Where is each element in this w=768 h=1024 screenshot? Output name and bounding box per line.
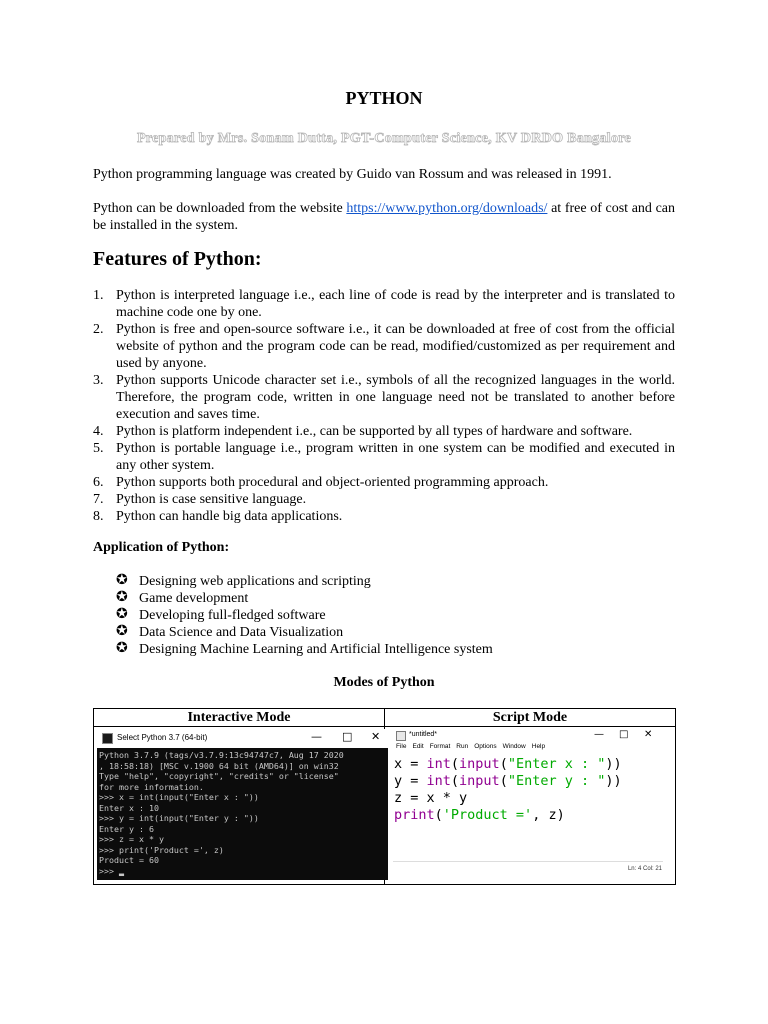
close-icon: ✕ xyxy=(371,730,381,743)
code-token: "Enter x : " xyxy=(507,756,606,772)
code-token: print xyxy=(394,807,435,823)
list-text: Game development xyxy=(139,591,249,606)
menu-window: Window xyxy=(502,743,526,750)
console-line: , 18:58:18) [MSC v.1900 64 bit (AMD64)] on win32 xyxy=(99,760,339,771)
maximize-icon: □ xyxy=(619,729,629,740)
code-token: ( xyxy=(450,756,460,772)
list-item xyxy=(93,372,675,423)
download-paragraph xyxy=(93,200,675,234)
console-titlebar xyxy=(97,729,388,748)
download-link[interactable]: https://www.python.org/downloads/ xyxy=(346,201,548,216)
code-line: z = x * y xyxy=(394,790,468,806)
list-text: Developing full-fledged software xyxy=(139,608,326,623)
list-text: Python can handle big data applications. xyxy=(116,509,343,524)
list-number: 1. xyxy=(93,288,104,303)
code-token: input xyxy=(459,773,500,789)
list-item xyxy=(116,590,493,607)
interactive-mode-header: Interactive Mode xyxy=(94,709,385,727)
list-text: Python is portable language i.e., program written in one system can be modified and executed in any other system. xyxy=(116,441,675,473)
console-line: Python 3.7.9 (tags/v3.7.9:13c94747c7, Aug 17 2020 xyxy=(99,750,344,760)
list-text: Python is case sensitive language. xyxy=(116,492,307,507)
code-token: ( xyxy=(434,807,443,823)
list-text: Python supports both procedural and object-oriented programming approach. xyxy=(116,475,549,490)
modes-table xyxy=(93,708,676,885)
list-text: Python is platform independent i.e., can be supported by all types of hardware and software. xyxy=(116,424,633,439)
list-number: 4. xyxy=(93,424,104,439)
list-text: Data Science and Data Visualization xyxy=(139,625,344,640)
code-token: 'Product =' xyxy=(442,807,533,823)
idle-code-area xyxy=(393,756,663,824)
code-token: y = xyxy=(394,773,427,789)
code-token: "Enter y : " xyxy=(507,773,606,789)
console-line: for more information. xyxy=(99,781,204,792)
list-item xyxy=(116,624,493,641)
star-bullet-icon: ✪ xyxy=(116,640,128,656)
list-text: Designing web applications and scripting xyxy=(139,574,371,589)
list-text: Python supports Unicode character set i.e., symbols of all the recognized languages in the world. Therefore, the program code, written in one language need not be translated to another before execution and saves time. xyxy=(116,373,675,422)
list-item xyxy=(93,423,675,440)
code-token: x = xyxy=(394,756,427,772)
idle-titlebar xyxy=(393,729,663,743)
interactive-mode-cell xyxy=(94,727,385,885)
code-token: input xyxy=(459,756,500,772)
minimize-icon: — xyxy=(594,729,604,740)
list-item xyxy=(93,491,675,508)
application-heading: Application of Python: xyxy=(93,540,230,555)
list-item xyxy=(93,287,675,321)
console-line: >>> z = x * y xyxy=(99,834,164,844)
console-output xyxy=(97,748,388,878)
python-console-icon xyxy=(102,733,113,744)
code-line xyxy=(394,807,663,824)
list-number: 7. xyxy=(93,492,104,507)
code-token: int xyxy=(426,756,451,772)
code-token: ( xyxy=(450,773,460,789)
idle-editor-screenshot xyxy=(393,729,663,880)
list-item xyxy=(116,573,493,590)
star-bullet-icon: ✪ xyxy=(116,572,128,588)
list-number: 2. xyxy=(93,322,104,337)
menu-edit: Edit xyxy=(412,743,424,750)
menu-file: File xyxy=(396,743,407,750)
list-number: 6. xyxy=(93,475,104,490)
idle-title: *untitled* xyxy=(409,731,438,738)
code-token: ( xyxy=(499,773,508,789)
star-bullet-icon: ✪ xyxy=(116,589,128,605)
applications-list xyxy=(116,573,493,658)
maximize-icon: □ xyxy=(342,730,353,743)
code-token: )) xyxy=(605,756,622,772)
menu-format: Format xyxy=(429,743,451,750)
console-line: >>> y = int(input("Enter y : ")) xyxy=(99,813,259,823)
idle-status-bar: Ln: 4 Col: 21 xyxy=(627,866,662,872)
code-line xyxy=(394,756,663,773)
list-item xyxy=(93,474,675,491)
console-line: Enter y : 6 xyxy=(99,823,154,834)
console-line: >>> x = int(input("Enter x : ")) xyxy=(99,792,259,802)
console-line: >>> print('Product =', z) xyxy=(99,844,224,855)
script-mode-header: Script Mode xyxy=(385,709,676,727)
idle-menubar xyxy=(393,743,663,754)
author-subtitle: Prepared by Mrs. Sonam Dutta, PGT-Computer Science, KV DRDO Bangalore xyxy=(136,131,632,146)
download-text-before: Python can be downloaded from the website xyxy=(93,201,347,216)
idle-file-icon xyxy=(396,731,406,741)
star-bullet-icon: ✪ xyxy=(116,606,128,622)
code-token: )) xyxy=(605,773,622,789)
star-bullet-icon: ✪ xyxy=(116,623,128,639)
page-title: PYTHON xyxy=(345,88,423,108)
list-text: Python is free and open-source software i.e., it can be downloaded at free of cost from the official website of python and the program code can be read, modified/customized as per requirement and used by anyone. xyxy=(116,322,675,371)
console-title: Select Python 3.7 (64-bit) xyxy=(117,733,208,742)
menu-run: Run xyxy=(456,743,469,750)
console-line: Enter x : 10 xyxy=(99,802,159,813)
modes-heading: Modes of Python xyxy=(333,675,435,690)
menu-help: Help xyxy=(531,743,546,750)
list-item xyxy=(93,321,675,372)
code-token: , z) xyxy=(532,807,565,823)
close-icon: ✕ xyxy=(644,729,653,740)
console-line: >>> ▂ xyxy=(99,865,124,876)
list-item xyxy=(116,641,493,658)
list-item xyxy=(93,440,675,474)
features-heading: Features of Python: xyxy=(93,248,262,270)
status-divider xyxy=(393,861,663,862)
list-number: 3. xyxy=(93,373,104,388)
list-number: 5. xyxy=(93,441,104,456)
list-text: Python is interpreted language i.e., each line of code is read by the interpreter and is translated to machine code one by one. xyxy=(116,288,675,320)
python-console-screenshot xyxy=(97,729,388,880)
minimize-icon: — xyxy=(311,730,322,743)
console-line: Product = 60 xyxy=(99,855,159,865)
code-line xyxy=(394,773,663,790)
download-text-after: at free of cost and can be installed in the system. xyxy=(93,201,676,233)
features-list xyxy=(93,287,675,525)
list-text: Designing Machine Learning and Artificial Intelligence system xyxy=(139,642,493,657)
intro-paragraph: Python programming language was created by Guido van Rossum and was released in 1991. xyxy=(93,167,612,182)
console-line: Type "help", "copyright", "credits" or "license" xyxy=(99,771,339,781)
code-token: int xyxy=(426,773,451,789)
list-item xyxy=(116,607,493,624)
list-item xyxy=(93,508,675,525)
script-mode-cell xyxy=(385,727,676,885)
list-number: 8. xyxy=(93,509,104,524)
code-token: ( xyxy=(499,756,508,772)
menu-options: Options xyxy=(474,743,497,750)
